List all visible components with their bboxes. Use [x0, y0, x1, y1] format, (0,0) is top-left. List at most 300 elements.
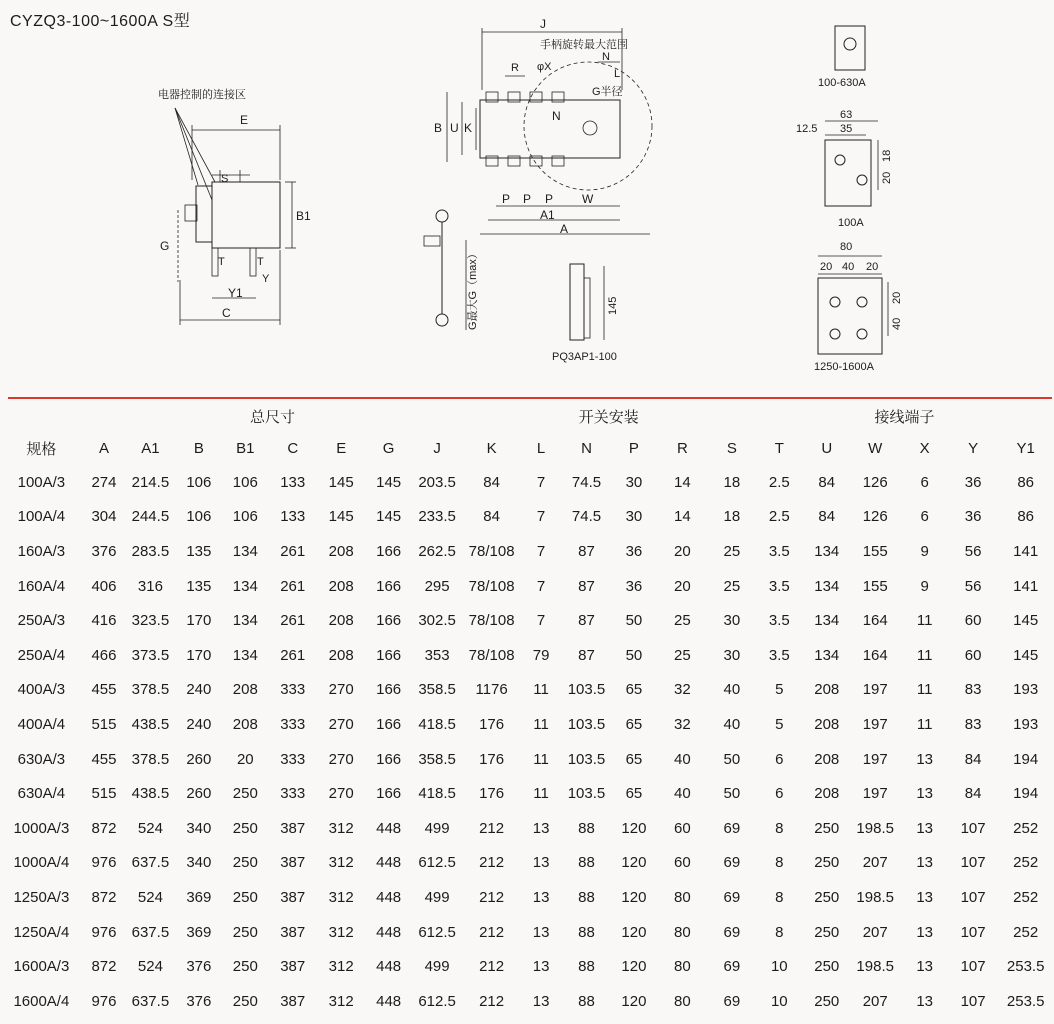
dim-T1: T — [218, 256, 225, 268]
value-cell: 333 — [280, 785, 306, 803]
value-cell: 637.5 — [131, 992, 170, 1010]
value-cell: 5 — [775, 681, 784, 699]
t100-label: 100A — [838, 217, 864, 229]
group-header-installation: 开关安装 — [578, 408, 639, 426]
value-cell: 387 — [280, 958, 306, 976]
dim-P1: P — [502, 192, 511, 206]
value-cell: 448 — [376, 854, 402, 872]
value-cell: 252 — [1013, 854, 1039, 872]
value-cell: 6 — [920, 473, 929, 491]
value-cell: 194 — [1013, 785, 1039, 803]
value-cell: 233.5 — [418, 508, 456, 526]
value-cell: 80 — [674, 888, 691, 906]
value-cell: 207 — [862, 854, 888, 872]
value-cell: 260 — [186, 750, 212, 768]
value-cell: 323.5 — [131, 612, 170, 630]
model-cell: 630A/3 — [17, 750, 66, 768]
value-cell: 60 — [964, 646, 982, 664]
value-cell: 120 — [621, 958, 647, 976]
value-cell: 88 — [578, 923, 595, 941]
value-cell: 8 — [775, 819, 784, 837]
divider-line — [8, 397, 1052, 399]
terminal-100-630 — [818, 26, 866, 89]
dim-B1: B1 — [296, 209, 311, 223]
value-cell: 7 — [536, 612, 546, 630]
column-header: T — [774, 439, 784, 457]
value-cell: 250 — [232, 958, 258, 976]
value-cell: 120 — [621, 992, 647, 1010]
value-cell: 261 — [280, 646, 306, 664]
column-header-row — [0, 431, 1054, 465]
dim-Y: Y — [262, 273, 270, 285]
g-max-label: G最大G（max） — [467, 248, 479, 330]
value-cell: 197 — [862, 750, 888, 768]
value-cell: 208 — [814, 785, 840, 803]
value-cell: 387 — [280, 888, 306, 906]
value-cell: 448 — [376, 958, 402, 976]
terminal-100 — [796, 109, 893, 229]
value-cell: 84 — [964, 750, 982, 768]
value-cell: 84 — [483, 473, 500, 491]
dim-80: 80 — [840, 241, 853, 253]
value-cell: 13 — [532, 819, 550, 837]
value-cell: 260 — [186, 785, 212, 803]
value-cell: 872 — [91, 958, 117, 976]
value-cell: 208 — [328, 612, 354, 630]
value-cell: 84 — [483, 508, 500, 526]
value-cell: 448 — [376, 923, 402, 941]
value-cell: 455 — [91, 681, 117, 699]
value-cell: 14 — [674, 508, 691, 526]
value-cell: 2.5 — [768, 473, 790, 491]
model-cell: 1250A/4 — [13, 923, 70, 941]
value-cell: 316 — [137, 577, 163, 595]
value-cell: 25 — [723, 577, 741, 595]
value-cell: 250 — [232, 819, 258, 837]
value-cell: 88 — [578, 819, 595, 837]
table-row — [0, 707, 1054, 742]
table-row — [0, 811, 1054, 846]
dim-L: L — [614, 68, 621, 80]
value-cell: 193 — [1013, 715, 1039, 733]
value-cell: 65 — [625, 750, 643, 768]
value-cell: 126 — [862, 473, 888, 491]
value-cell: 7 — [536, 508, 546, 526]
value-cell: 166 — [376, 577, 402, 595]
column-header: N — [581, 439, 592, 457]
value-cell: 7 — [536, 542, 546, 560]
value-cell: 378.5 — [131, 750, 170, 768]
value-cell: 134 — [232, 577, 258, 595]
value-cell: 120 — [621, 819, 647, 837]
value-cell: 80 — [674, 992, 691, 1010]
value-cell: 166 — [376, 542, 402, 560]
dimension-table — [0, 401, 1054, 1019]
value-cell: 106 — [232, 508, 258, 526]
value-cell: 56 — [964, 577, 982, 595]
value-cell: 107 — [960, 819, 986, 837]
value-cell: 145 — [328, 473, 354, 491]
dim-v40: 40 — [891, 317, 903, 330]
column-header: A — [98, 439, 109, 457]
value-cell: 40 — [674, 785, 691, 803]
value-cell: 87 — [578, 577, 595, 595]
value-cell: 250 — [232, 888, 258, 906]
value-cell: 208 — [814, 715, 840, 733]
value-cell: 872 — [91, 819, 117, 837]
value-cell: 69 — [723, 888, 741, 906]
value-cell: 194 — [1013, 750, 1039, 768]
group-header-terminals: 接线端子 — [874, 408, 935, 426]
pq-drawing — [552, 264, 619, 363]
value-cell: 10 — [770, 992, 788, 1010]
model-cell: 160A/4 — [17, 577, 66, 595]
value-cell: 208 — [328, 646, 354, 664]
value-cell: 107 — [960, 923, 986, 941]
value-cell: 36 — [964, 508, 982, 526]
model-cell: 100A/3 — [17, 473, 66, 491]
value-cell: 13 — [916, 923, 933, 941]
value-cell: 80 — [674, 923, 691, 941]
value-cell: 36 — [625, 542, 643, 560]
value-cell: 87 — [578, 646, 595, 664]
value-cell: 262.5 — [418, 542, 456, 560]
value-cell: 164 — [862, 646, 888, 664]
column-header: X — [919, 439, 930, 457]
dim-T2: T — [257, 256, 264, 268]
value-cell: 13 — [916, 854, 933, 872]
value-cell: 166 — [376, 681, 402, 699]
value-cell: 333 — [280, 681, 306, 699]
table-row — [0, 984, 1054, 1019]
group-header-dimensions: 总尺寸 — [250, 408, 296, 426]
value-cell: 212 — [479, 992, 505, 1010]
value-cell: 274 — [91, 473, 117, 491]
value-cell: 134 — [232, 542, 258, 560]
value-cell: 261 — [280, 612, 306, 630]
value-cell: 11 — [533, 750, 549, 768]
value-cell: 11 — [533, 715, 549, 733]
value-cell: 448 — [376, 888, 402, 906]
model-cell: 250A/4 — [17, 646, 66, 664]
value-cell: 40 — [723, 681, 741, 699]
dim-A: A — [560, 222, 569, 236]
value-cell: 418.5 — [418, 785, 456, 803]
dim-W: W — [582, 192, 594, 206]
value-cell: 2.5 — [768, 508, 790, 526]
value-cell: 166 — [376, 612, 402, 630]
value-cell: 11 — [533, 681, 549, 699]
pq-label: PQ3AP1-100 — [552, 351, 617, 363]
value-cell: 103.5 — [567, 681, 606, 699]
dim-U: U — [450, 121, 459, 135]
value-cell: 208 — [328, 542, 354, 560]
value-cell: 166 — [376, 715, 402, 733]
value-cell: 261 — [280, 577, 306, 595]
value-cell: 524 — [137, 819, 163, 837]
value-cell: 32 — [674, 681, 691, 699]
dim-G: G — [160, 239, 170, 253]
value-cell: 30 — [723, 646, 741, 664]
value-cell: 198.5 — [856, 819, 894, 837]
value-cell: 13 — [916, 888, 933, 906]
column-header: B1 — [236, 439, 255, 457]
dim-20b: 20 — [866, 261, 879, 273]
value-cell: 74.5 — [571, 473, 602, 491]
value-cell: 30 — [625, 508, 643, 526]
value-cell: 466 — [91, 646, 117, 664]
value-cell: 376 — [186, 992, 212, 1010]
value-cell: 373.5 — [131, 646, 170, 664]
value-cell: 270 — [328, 681, 354, 699]
value-cell: 197 — [862, 785, 888, 803]
value-cell: 107 — [960, 958, 986, 976]
value-cell: 106 — [186, 508, 212, 526]
value-cell: 406 — [91, 577, 117, 595]
value-cell: 30 — [723, 612, 741, 630]
value-cell: 13 — [916, 992, 933, 1010]
value-cell: 74.5 — [571, 508, 602, 526]
value-cell: 134 — [232, 646, 258, 664]
value-cell: 133 — [280, 473, 306, 491]
value-cell: 369 — [186, 923, 212, 941]
column-header: Y1 — [1016, 439, 1035, 457]
value-cell: 312 — [328, 854, 354, 872]
value-cell: 166 — [376, 785, 402, 803]
value-cell: 164 — [862, 612, 888, 630]
value-cell: 88 — [578, 854, 595, 872]
dim-phiX: φX — [537, 61, 552, 73]
value-cell: 65 — [625, 681, 643, 699]
value-cell: 84 — [818, 473, 836, 491]
value-cell: 270 — [328, 715, 354, 733]
model-cell: 1250A/3 — [13, 888, 70, 906]
value-cell: 20 — [674, 542, 691, 560]
value-cell: 145 — [376, 473, 402, 491]
value-cell: 9 — [920, 577, 929, 595]
value-cell: 378.5 — [131, 681, 170, 699]
dim-12-5: 12.5 — [796, 123, 818, 135]
table-row — [0, 534, 1054, 569]
value-cell: 134 — [814, 542, 840, 560]
value-cell: 133 — [280, 508, 306, 526]
value-cell: 78/108 — [468, 577, 515, 595]
value-cell: 353 — [424, 646, 450, 664]
value-cell: 5 — [775, 715, 784, 733]
value-cell: 25 — [723, 542, 741, 560]
column-header: K — [486, 439, 497, 457]
value-cell: 8 — [775, 888, 784, 906]
value-cell: 612.5 — [418, 923, 456, 941]
value-cell: 499 — [424, 958, 450, 976]
value-cell: 212 — [479, 923, 505, 941]
value-cell: 107 — [960, 854, 986, 872]
value-cell: 976 — [91, 992, 117, 1010]
t1250-label: 1250-1600A — [814, 361, 874, 373]
control-zone-label: 电器控制的连接区 — [158, 89, 246, 101]
dim-S: S — [221, 173, 229, 185]
group-header-row — [0, 401, 1054, 431]
value-cell: 3.5 — [768, 612, 790, 630]
dim-20a: 20 — [820, 261, 833, 273]
value-cell: 145 — [376, 508, 402, 526]
value-cell: 134 — [232, 612, 258, 630]
value-cell: 6 — [775, 750, 784, 768]
value-cell: 304 — [91, 508, 117, 526]
value-cell: 50 — [625, 646, 643, 664]
value-cell: 208 — [232, 715, 258, 733]
value-cell: 14 — [674, 473, 691, 491]
value-cell: 78/108 — [468, 646, 515, 664]
dim-145: 145 — [607, 296, 619, 315]
value-cell: 240 — [186, 715, 212, 733]
column-header: B — [193, 439, 204, 457]
value-cell: 250 — [232, 992, 258, 1010]
model-cell: 1000A/3 — [13, 819, 70, 837]
dim-R: R — [511, 62, 519, 74]
value-cell: 11 — [916, 715, 933, 733]
column-header: E — [336, 439, 347, 457]
top-view-drawing — [434, 17, 652, 236]
value-cell: 250 — [232, 854, 258, 872]
value-cell: 637.5 — [131, 923, 170, 941]
value-cell: 134 — [814, 612, 840, 630]
value-cell: 69 — [723, 923, 741, 941]
value-cell: 250 — [814, 854, 840, 872]
dim-N: N — [552, 109, 561, 123]
value-cell: 166 — [376, 646, 402, 664]
side-view-drawing — [158, 87, 311, 325]
value-cell: 87 — [578, 612, 595, 630]
table-row — [0, 673, 1054, 708]
value-cell: 3.5 — [768, 646, 790, 664]
value-cell: 212 — [479, 819, 505, 837]
t100-630-label: 100-630A — [818, 77, 866, 89]
value-cell: 455 — [91, 750, 117, 768]
table-row — [0, 465, 1054, 500]
column-header: 规格 — [26, 440, 57, 458]
value-cell: 376 — [186, 958, 212, 976]
value-cell: 13 — [532, 958, 550, 976]
value-cell: 18 — [723, 473, 741, 491]
value-cell: 203.5 — [418, 473, 456, 491]
value-cell: 250 — [814, 923, 840, 941]
value-cell: 86 — [1017, 508, 1035, 526]
value-cell: 176 — [479, 750, 505, 768]
value-cell: 448 — [376, 992, 402, 1010]
value-cell: 11 — [916, 612, 933, 630]
model-cell: 160A/3 — [17, 542, 66, 560]
value-cell: 295 — [424, 577, 450, 595]
value-cell: 312 — [328, 923, 354, 941]
value-cell: 80 — [674, 958, 691, 976]
value-cell: 499 — [424, 888, 450, 906]
value-cell: 84 — [818, 508, 836, 526]
value-cell: 3.5 — [768, 542, 790, 560]
value-cell: 7 — [536, 577, 546, 595]
value-cell: 333 — [280, 715, 306, 733]
value-cell: 283.5 — [131, 542, 170, 560]
value-cell: 79 — [532, 646, 550, 664]
value-cell: 11 — [916, 681, 933, 699]
value-cell: 312 — [328, 958, 354, 976]
value-cell: 25 — [674, 612, 691, 630]
value-cell: 69 — [723, 992, 741, 1010]
value-cell: 244.5 — [131, 508, 170, 526]
value-cell: 145 — [328, 508, 354, 526]
dim-v20: 20 — [891, 291, 903, 304]
value-cell: 87 — [578, 542, 595, 560]
value-cell: 13 — [532, 888, 550, 906]
value-cell: 13 — [532, 854, 550, 872]
value-cell: 252 — [1013, 923, 1039, 941]
table-row — [0, 846, 1054, 881]
value-cell: 83 — [964, 681, 982, 699]
value-cell: 135 — [186, 542, 212, 560]
value-cell: 1176 — [475, 681, 508, 699]
value-cell: 7 — [536, 473, 546, 491]
model-cell: 400A/4 — [17, 715, 66, 733]
value-cell: 637.5 — [131, 854, 170, 872]
value-cell: 166 — [376, 750, 402, 768]
dim-Y1: Y1 — [228, 286, 243, 300]
dim-K: K — [464, 121, 473, 135]
value-cell: 302.5 — [418, 612, 456, 630]
value-cell: 333 — [280, 750, 306, 768]
value-cell: 107 — [960, 992, 986, 1010]
value-cell: 438.5 — [131, 715, 170, 733]
value-cell: 20 — [236, 750, 254, 768]
value-cell: 438.5 — [131, 785, 170, 803]
value-cell: 198.5 — [856, 958, 894, 976]
value-cell: 207 — [862, 992, 888, 1010]
value-cell: 976 — [91, 854, 117, 872]
value-cell: 524 — [137, 958, 163, 976]
value-cell: 312 — [328, 819, 354, 837]
table-body — [0, 465, 1054, 1019]
value-cell: 88 — [578, 888, 595, 906]
value-cell: 252 — [1013, 888, 1039, 906]
value-cell: 135 — [186, 577, 212, 595]
value-cell: 13 — [916, 750, 933, 768]
value-cell: 208 — [232, 681, 258, 699]
value-cell: 253.5 — [1006, 958, 1045, 976]
value-cell: 13 — [916, 785, 933, 803]
value-cell: 18 — [723, 508, 741, 526]
value-cell: 524 — [137, 888, 163, 906]
value-cell: 13 — [532, 992, 550, 1010]
value-cell: 250 — [814, 819, 840, 837]
value-cell: 60 — [674, 819, 691, 837]
model-cell: 400A/3 — [17, 681, 66, 699]
value-cell: 134 — [814, 646, 840, 664]
value-cell: 106 — [186, 473, 212, 491]
value-cell: 9 — [920, 542, 929, 560]
dim-20: 20 — [881, 171, 893, 184]
value-cell: 261 — [280, 542, 306, 560]
value-cell: 40 — [674, 750, 691, 768]
value-cell: 13 — [916, 958, 933, 976]
value-cell: 612.5 — [418, 854, 456, 872]
value-cell: 69 — [723, 958, 741, 976]
value-cell: 10 — [770, 958, 788, 976]
value-cell: 976 — [91, 923, 117, 941]
value-cell: 13 — [532, 923, 550, 941]
column-header: R — [676, 439, 688, 457]
value-cell: 8 — [775, 854, 784, 872]
value-cell: 499 — [424, 819, 450, 837]
value-cell: 387 — [280, 819, 306, 837]
